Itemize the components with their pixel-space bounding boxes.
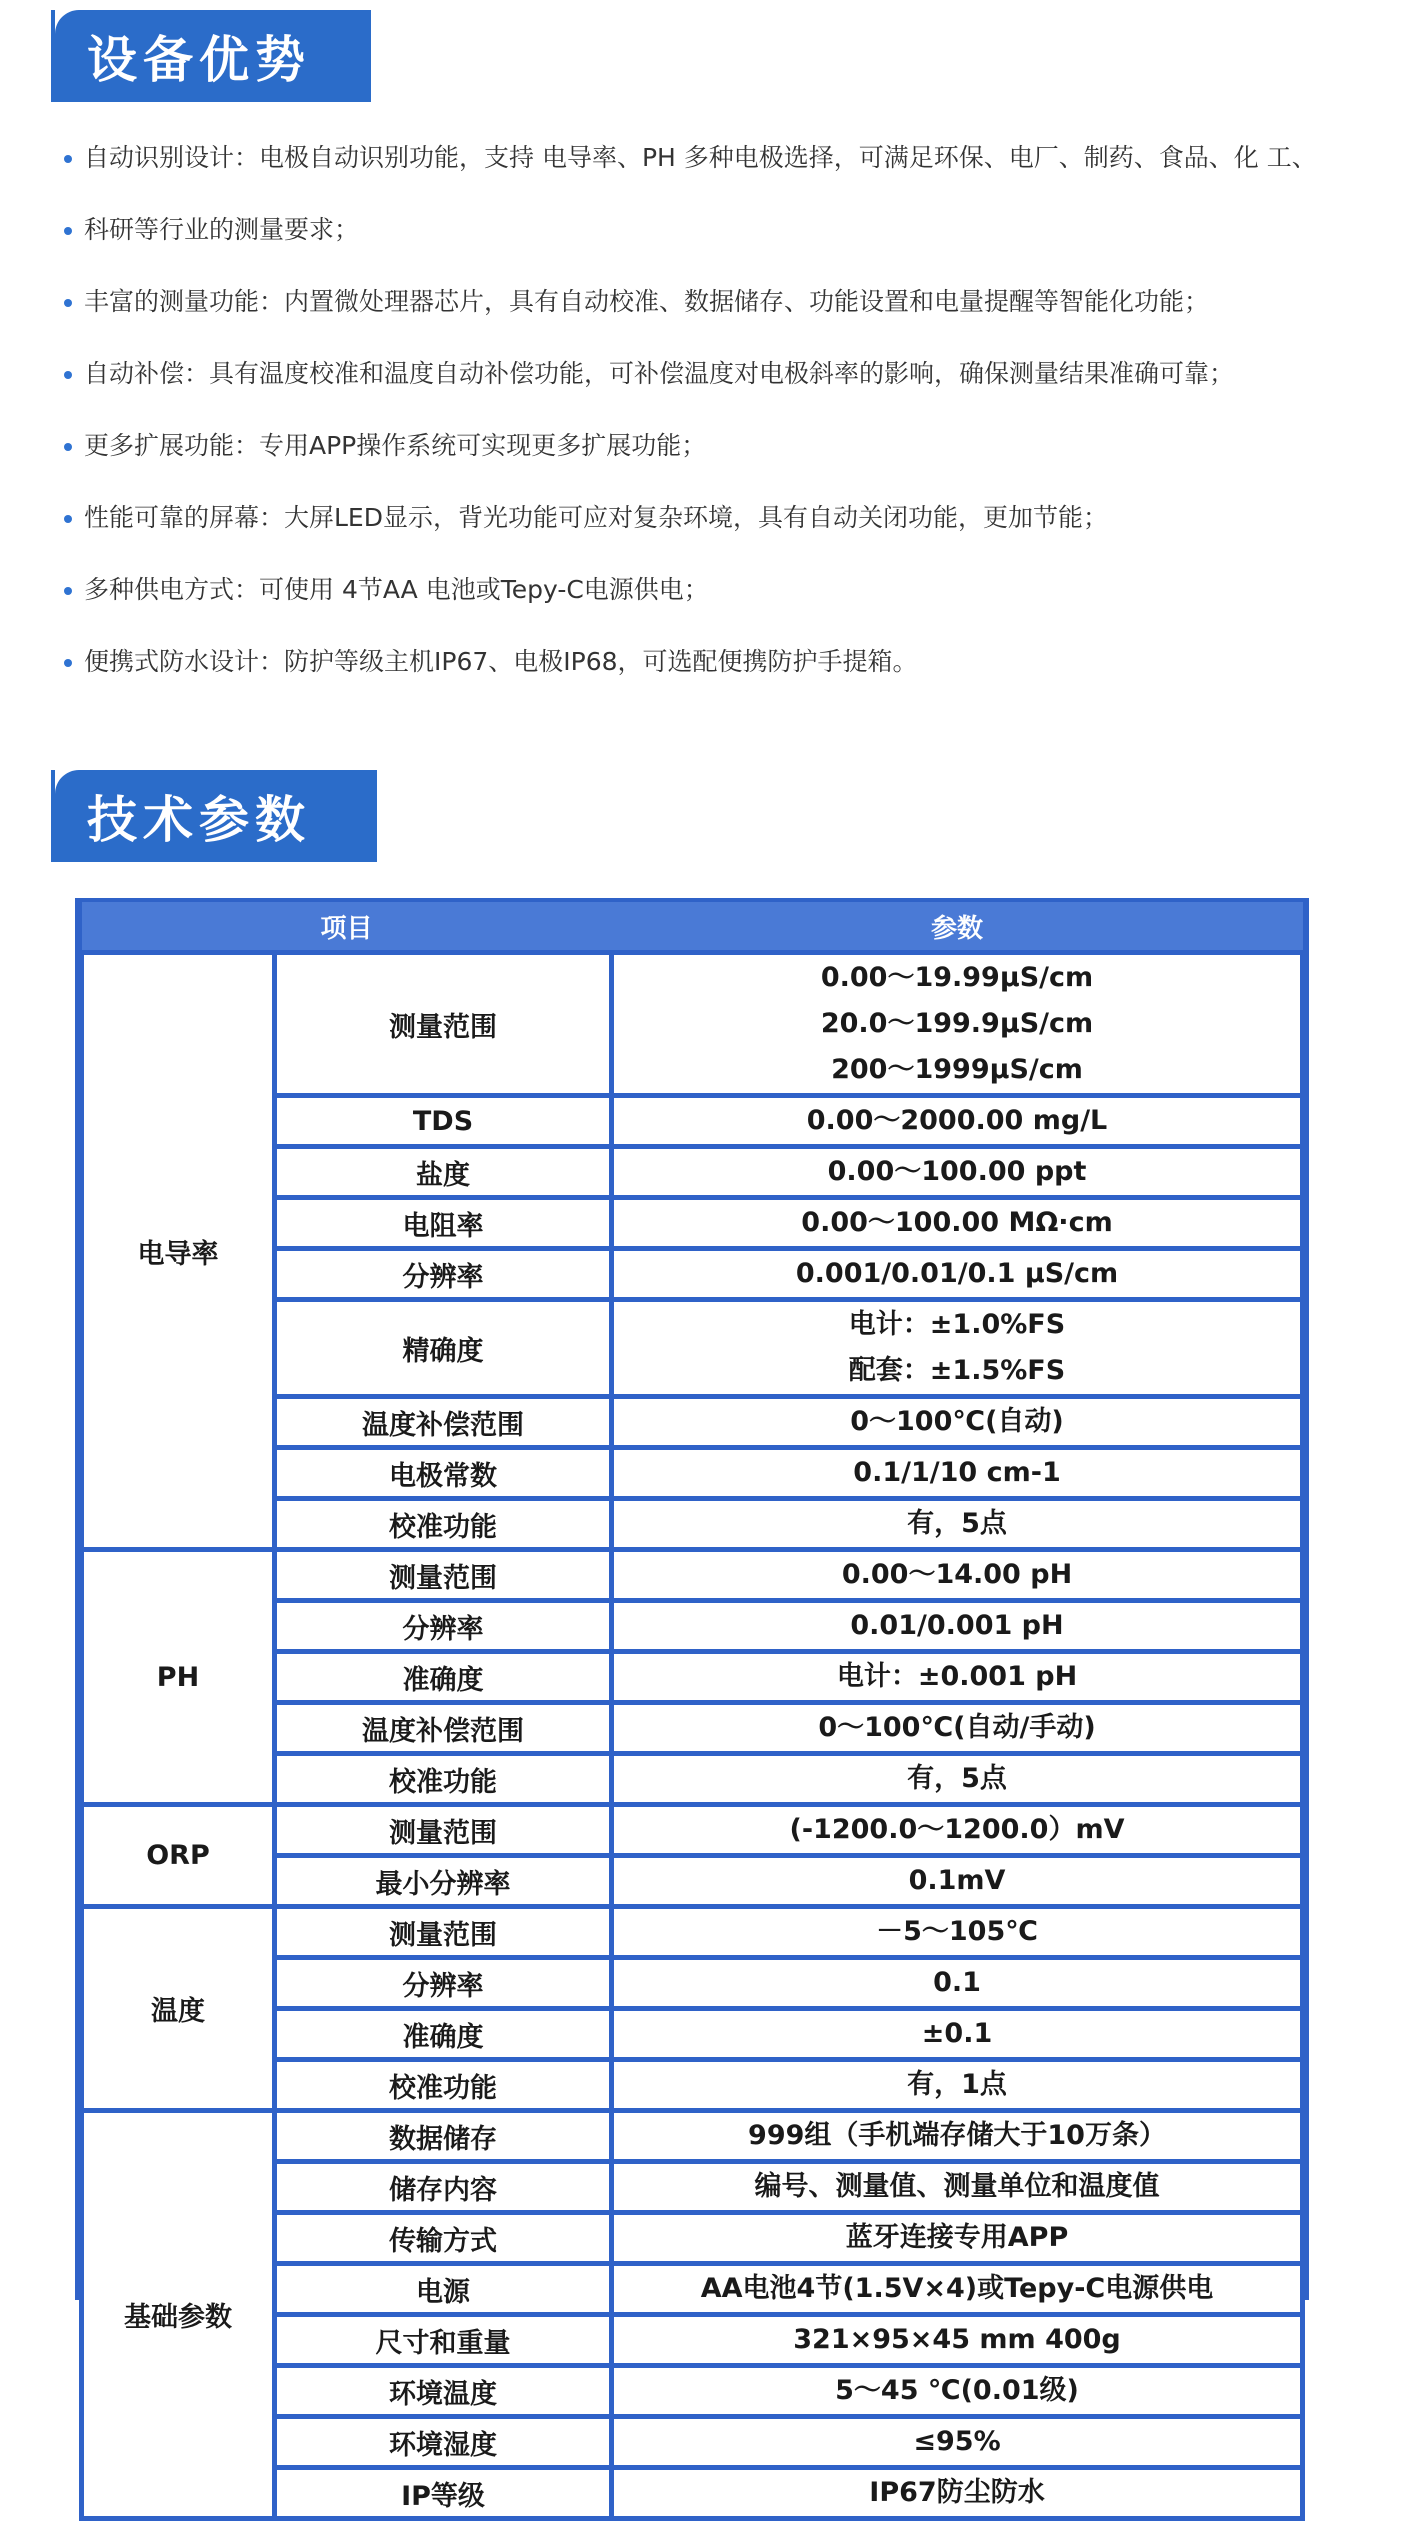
param-value-cell: [612, 1249, 1303, 1300]
param-value-line: 0.001/0.01/0.1 μS/cm: [795, 1258, 1119, 1289]
param-label-cell: 准确度: [275, 2009, 612, 2060]
param-value-cell: [612, 1147, 1303, 1198]
param-label-cell: 校准功能: [275, 1499, 612, 1550]
param-value-cell: [612, 1856, 1303, 1907]
param-value-cell: [612, 1652, 1303, 1703]
param-value-line: 20.0～199.9μS/cm: [820, 1008, 1094, 1039]
section-title-specs: 技术参数: [55, 770, 377, 862]
param-value-cell: [612, 1754, 1303, 1805]
table-header-row: [82, 902, 1303, 953]
param-value-cell: [612, 2366, 1303, 2417]
param-value-cell: [612, 1958, 1303, 2009]
param-label-cell: TDS: [275, 1096, 612, 1147]
feature-item: 自动补偿：具有温度校准和温度自动补偿功能，可补偿温度对电极斜率的影响，确保测量结果准确可靠；: [62, 356, 1362, 392]
param-value-line: 蓝牙连接专用APP: [845, 2222, 1069, 2253]
table-row: [82, 1550, 1303, 1601]
table-row: [82, 953, 1303, 1096]
param-label-cell: 储存内容: [275, 2162, 612, 2213]
param-label-cell: 尺寸和重量: [275, 2315, 612, 2366]
group-name-cell: 基础参数: [82, 2111, 275, 2519]
param-value-line: 0.00～2000.00 mg/L: [806, 1105, 1108, 1136]
param-value-line: IP67防尘防水: [869, 2477, 1045, 2508]
param-label-cell: 校准功能: [275, 1754, 612, 1805]
param-label-cell: 温度补偿范围: [275, 1397, 612, 1448]
param-value-cell: [612, 1703, 1303, 1754]
param-value-line: 0～100℃(自动): [850, 1406, 1064, 1437]
param-value-cell: [612, 2264, 1303, 2315]
param-value-line: 0.1/1/10 cm-1: [853, 1457, 1061, 1488]
param-value-cell: [612, 1601, 1303, 1652]
param-value-line: 200～1999μS/cm: [831, 1054, 1083, 1085]
param-value-line: 0.00～14.00 pH: [841, 1559, 1073, 1590]
feature-list: [62, 140, 1362, 716]
param-value-cell: [612, 1397, 1303, 1448]
param-value-cell: [612, 2468, 1303, 2519]
param-label-cell: 准确度: [275, 1652, 612, 1703]
param-label-cell: 校准功能: [275, 2060, 612, 2111]
param-label-cell: 电极常数: [275, 1448, 612, 1499]
param-value-line: 配套：±1.5%FS: [848, 1355, 1066, 1386]
param-label-cell: 测量范围: [275, 1805, 612, 1856]
param-label-cell: 测量范围: [275, 1550, 612, 1601]
feature-item: 自动识别设计：电极自动识别功能，支持 电导率、PH 多种电极选择，可满足环保、电厂、制药、食品、化 工、: [62, 140, 1362, 176]
feature-item: 丰富的测量功能：内置微处理器芯片，具有自动校准、数据储存、功能设置和电量提醒等智能化功能；: [62, 284, 1362, 320]
param-value-line: 0.00～100.00 ppt: [827, 1156, 1087, 1187]
param-value-line: 5～45 ℃(0.01级): [835, 2375, 1079, 2406]
param-value-line: 0.1: [933, 1967, 981, 1998]
param-value-cell: [612, 2162, 1303, 2213]
param-value-cell: [612, 2417, 1303, 2468]
param-label-cell: 最小分辨率: [275, 1856, 612, 1907]
param-value-line: 0.00～19.99μS/cm: [820, 962, 1094, 993]
param-value-line: AA电池4节(1.5V×4)或Tepy-C电源供电: [700, 2273, 1214, 2304]
param-value-line: 0.1mV: [908, 1865, 1006, 1896]
param-value-cell: [612, 1907, 1303, 1958]
param-label-cell: 分辨率: [275, 1249, 612, 1300]
param-value-line: 电计：±1.0%FS: [848, 1309, 1066, 1340]
param-value-cell: [612, 2111, 1303, 2162]
param-label-cell: 测量范围: [275, 1907, 612, 1958]
spec-table: [79, 902, 1305, 2521]
param-label-cell: 数据储存: [275, 2111, 612, 2162]
param-value-line: 0.01/0.001 pH: [850, 1610, 1064, 1641]
section-title-advantages: 设备优势: [55, 10, 371, 102]
spec-table-frame: [75, 898, 1309, 2512]
feature-item: 更多扩展功能：专用APP操作系统可实现更多扩展功能；: [62, 428, 1362, 464]
param-label-cell: IP等级: [275, 2468, 612, 2519]
param-value-line: －5～105℃: [876, 1916, 1038, 1947]
feature-item: 性能可靠的屏幕：大屏LED显示，背光功能可应对复杂环境，具有自动关闭功能，更加节能；: [62, 500, 1362, 536]
table-row: [82, 1805, 1303, 1856]
param-label-cell: 电阻率: [275, 1198, 612, 1249]
param-value-line: 有，5点: [907, 1508, 1007, 1539]
header-item: 项目: [82, 902, 612, 953]
param-label-cell: 环境湿度: [275, 2417, 612, 2468]
param-value-line: ≤95%: [913, 2426, 1001, 2457]
feature-item: 便携式防水设计：防护等级主机IP67、电极IP68，可选配便携防护手提箱。: [62, 644, 1362, 680]
param-value-line: (-1200.0～1200.0）mV: [789, 1814, 1125, 1845]
param-label-cell: 传输方式: [275, 2213, 612, 2264]
param-label-cell: 分辨率: [275, 1958, 612, 2009]
param-label-cell: 温度补偿范围: [275, 1703, 612, 1754]
param-value-cell: [612, 1198, 1303, 1249]
table-row: [82, 2111, 1303, 2162]
param-value-cell: [612, 1448, 1303, 1499]
param-value-line: 0.00～100.00 MΩ·cm: [801, 1207, 1113, 1238]
param-value-cell: [612, 1805, 1303, 1856]
param-value-line: 电计：±0.001 pH: [836, 1661, 1078, 1692]
param-value-cell: [612, 1550, 1303, 1601]
group-name-cell: 温度: [82, 1907, 275, 2111]
param-label-cell: 测量范围: [275, 953, 612, 1096]
param-value-line: 999组（手机端存储大于10万条）: [748, 2120, 1166, 2151]
param-value-line: 0～100℃(自动/手动): [818, 1712, 1096, 1743]
param-value-cell: [612, 2315, 1303, 2366]
param-value-cell: [612, 1300, 1303, 1397]
group-name-cell: PH: [82, 1550, 275, 1805]
group-name-cell: 电导率: [82, 953, 275, 1550]
param-label-cell: 电源: [275, 2264, 612, 2315]
param-value-line: 有，5点: [907, 1763, 1007, 1794]
param-label-cell: 盐度: [275, 1147, 612, 1198]
param-value-line: ±0.1: [921, 2018, 993, 2049]
param-value-line: 321×95×45 mm 400g: [793, 2324, 1121, 2355]
param-value-line: 编号、测量值、测量单位和温度值: [754, 2171, 1160, 2202]
feature-item-continued: 科研等行业的测量要求；: [62, 194, 1362, 266]
table-row: [82, 1907, 1303, 1958]
param-value-cell: [612, 2009, 1303, 2060]
header-param: 参数: [612, 902, 1303, 953]
param-value-cell: [612, 953, 1303, 1096]
param-value-line: 有，1点: [907, 2069, 1007, 2100]
param-label-cell: 精确度: [275, 1300, 612, 1397]
param-value-cell: [612, 1499, 1303, 1550]
feature-item: 多种供电方式：可使用 4节AA 电池或Tepy-C电源供电；: [62, 572, 1362, 608]
param-value-cell: [612, 2213, 1303, 2264]
param-value-cell: [612, 2060, 1303, 2111]
group-name-cell: ORP: [82, 1805, 275, 1907]
param-label-cell: 环境温度: [275, 2366, 612, 2417]
param-value-cell: [612, 1096, 1303, 1147]
param-label-cell: 分辨率: [275, 1601, 612, 1652]
